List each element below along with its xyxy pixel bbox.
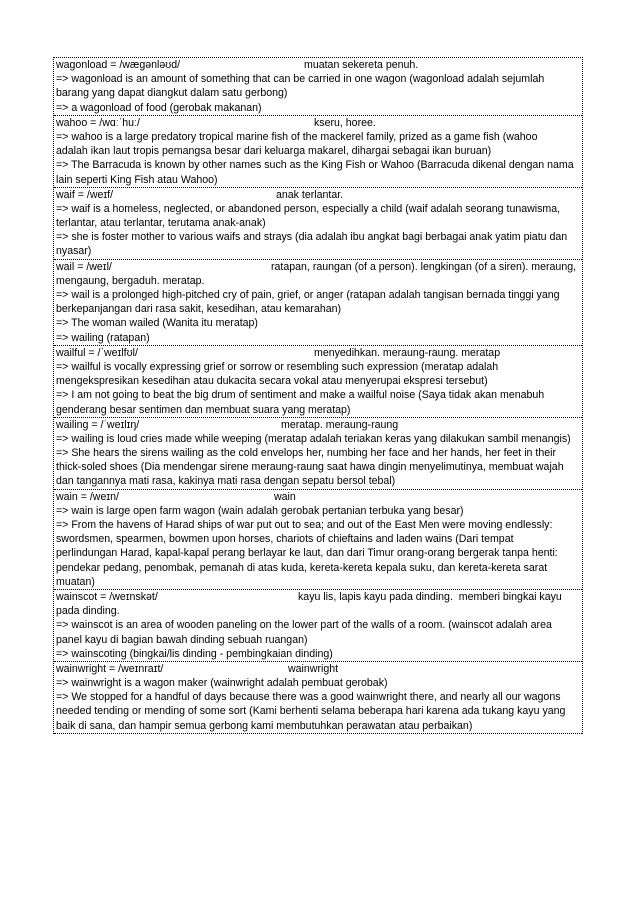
definition-line: => wailing is loud cries made while weeping (meratap adalah teriakan keras yang dilakukan sambil menangis) [56,432,571,445]
entry-head-line [56,662,582,676]
definition-line: dan tangannya mati rasa, kakinya mati rasa dengan sepatu bersol tebal) [56,475,396,488]
entry-row [54,188,582,260]
entry-row [54,260,582,346]
definition-line: => wailful is vocally expressing grief or sorrow or resembling such expression (meratap adalah [56,360,499,373]
definition-line: swordsmen, spearmen, bowmen upon horses, chariots of chieftains and laden wains (Dari tempat [56,533,514,546]
entry-head-line [56,346,582,360]
definition-line: => she is foster mother to various waifs and strays (dia adalah ibu angkat bagi berbagai anak yatim piatu dan [56,231,568,244]
entry-head-line [56,58,582,72]
entry-head-line [56,116,582,130]
definition-line: => We stopped for a handful of days because there was a good wainwright there, and nearly all our wagons [56,691,561,704]
headword: wailing = /ˈweɪlɪŋ/ [56,418,140,431]
entry-head-line [56,590,582,604]
headword: waif = /weɪf/ [56,188,114,201]
headword: wain = /weɪn/ [56,490,119,503]
definition-line: thick-soled shoes (Dia mendengar sirene meraung-raung saat hawa dingin menyelimutinya, membuat wajah [56,461,564,474]
entry-row [54,590,582,662]
definition-line: needed tending or mending of some sort (Kami berhenti selama beberapa hari karena ada tukang kayu yang [56,705,566,718]
definition-line: => wainwright is a wagon maker (wainwright adalah pembuat gerobak) [56,677,388,690]
vocabulary-table [53,57,583,734]
definition-line: muatan) [56,575,95,588]
translation-continued: mengaung, bergaduh. meratap. [56,274,205,287]
definition-line: => waif is a homeless, neglected, or abandoned person, especially a child (waif adalah seorang tunawisma, [56,202,561,215]
translation: menyedihkan. meraung-raung. meratap [314,346,501,359]
translation-continued: pada dinding. [56,605,120,618]
definition-line: => wainscot is an area of wooden paneling on the lower part of the walls of a room. (wainscot adalah area [56,619,552,632]
definition-line: panel kayu di bagian bawah dinding sebuah ruangan) [56,633,308,646]
entry-head-line [56,188,582,202]
definition-line: berkepanjangan dari rasa sakit, kesedihan, atau kemarahan) [56,303,342,316]
translation: meratap. meraung-raung [281,418,399,431]
definition-line: adalah ikan laut tropis pemangsa besar dari keluarga makarel, dihargai sebagai ikan buruan) [56,145,492,158]
entry-row [54,662,582,734]
definition-line: => wail is a prolonged high-pitched cry of pain, grief, or anger (ratapan adalah tangisan bernada tinggi yang [56,289,560,301]
definition-line: => wailing (ratapan) [56,331,150,344]
definition-line: => The woman wailed (Wanita itu meratap) [56,317,258,330]
translation: muatan sekereta penuh. [304,59,419,71]
definition-line: genderang besar sentimen dan membuat suara yang meratap) [56,403,351,416]
definition-line: => wainscoting (bingkai/lis dinding - pembingkaian dinding) [56,647,333,660]
translation: kseru, horee. [314,116,376,129]
entry-row [54,490,582,590]
definition-line: => wahoo is a large predatory tropical marine fish of the mackerel family, prized as a game fish (wahoo [56,130,538,143]
definition-line: baik di sana, dan hampir semua gerbong kami membutuhkan perawatan atau perbaikan) [56,719,473,732]
definition-line: pendekar pedang, penombak, pemanah di atas kuda, kereta-kereta kepala suku, dan kereta-kereta sarat [56,561,548,574]
headword: wagonload = /wæɡənləʊd/ [56,59,181,71]
definition-line: lain seperti King Fish atau Wahoo) [56,173,218,186]
headword: wahoo = /wɑːˈhuː/ [56,116,140,129]
headword: wailful = /ˈweɪlfʊl/ [56,346,138,359]
definition-line: => She hears the sirens wailing as the cold envelops her, numbing her face and her hands, her feet in their [56,447,556,460]
definition-line: => From the havens of Harad ships of war put out to sea; and out of the East Men were moving endlessly: [56,519,553,531]
entry-head-line [56,490,582,504]
definition-line: terlantar, atau terlantar, terutama anak-anak) [56,217,266,230]
translation: anak terlantar. [276,188,344,201]
entry-row [54,116,582,188]
definition-line: mengekspresikan kesedihan atau dukacita secara vokal atau menyerupai ekspresi tersebut) [56,375,488,388]
translation: ratapan, raungan (of a person). lengkingan (of a siren). meraung, [271,260,577,273]
entry-row [54,418,582,490]
definition-line: => The Barracuda is known by other names such as the King Fish or Wahoo (Barracuda dikenal dengan nama [56,159,574,172]
definition-line: => wain is large open farm wagon (wain adalah gerobak pertanian terbuka yang besar) [56,504,464,517]
entry-row [54,346,582,418]
translation: wain [274,490,296,503]
entry-row [54,58,582,116]
definition-line: => wagonload is an amount of something that can be carried in one wagon (wagonload adalah sejumlah [56,73,545,86]
definition-line: perlindungan Harad, kapal-kapal perang berlayar ke laut, dan dari Timur orang-orang bergerak tanpa henti: [56,547,558,560]
definition-line: => a wagonload of food (gerobak makanan) [56,101,262,114]
definition-line: nyasar) [56,245,92,258]
definition-line: => I am not going to beat the big drum of sentiment and make a wailful noise (Saya tidak akan menabuh [56,389,545,402]
headword: wail = /weɪl/ [56,260,112,273]
translation: kayu lis, lapis kayu pada dinding. memberi bingkai kayu [298,590,562,603]
definition-line: barang yang dapat diangkut dalam satu gerbong) [56,87,288,100]
translation: wainwright [288,662,339,675]
headword: wainwright = /weɪnraɪt/ [56,662,164,675]
entry-head-line [56,418,582,432]
headword: wainscot = /weɪnskət/ [56,590,158,603]
entry-head-line [56,260,582,274]
